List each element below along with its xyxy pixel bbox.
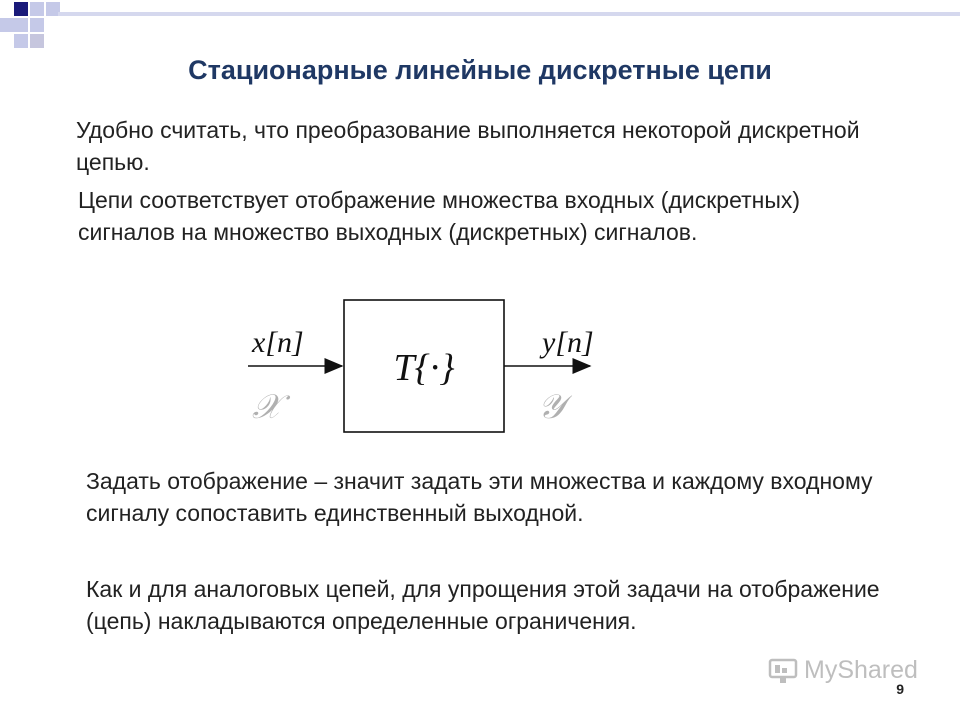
watermark-text: MyShared (804, 656, 918, 684)
input-set-label: 𝒳 (252, 389, 282, 426)
paragraph-4: Как и для аналоговых цепей, для упрощения этой задачи на отображение (цепь) накладываются определенные ограничения. (86, 576, 880, 634)
output-signal-label: y[n] (542, 326, 594, 359)
output-set-label: 𝒴 (538, 389, 565, 426)
page-number: 9 (896, 681, 904, 697)
paragraph-3: Задать отображение – значит задать эти множества и каждому входному сигналу сопоставить единственный выходной. (86, 468, 873, 526)
paragraph-2: Цепи соответствует отображение множества входных (дискретных) сигналов на множество выходных (дискретных) сигналов. (78, 187, 801, 245)
paragraph-1: Удобно считать, что преобразование выполняется некоторой дискретной цепью. (76, 117, 860, 175)
operator-label: T{·} (393, 347, 455, 389)
presentation-icon (768, 657, 798, 685)
input-signal-label: x[n] (252, 326, 304, 359)
slide-title: Стационарные линейные дискретные цепи (188, 55, 772, 85)
